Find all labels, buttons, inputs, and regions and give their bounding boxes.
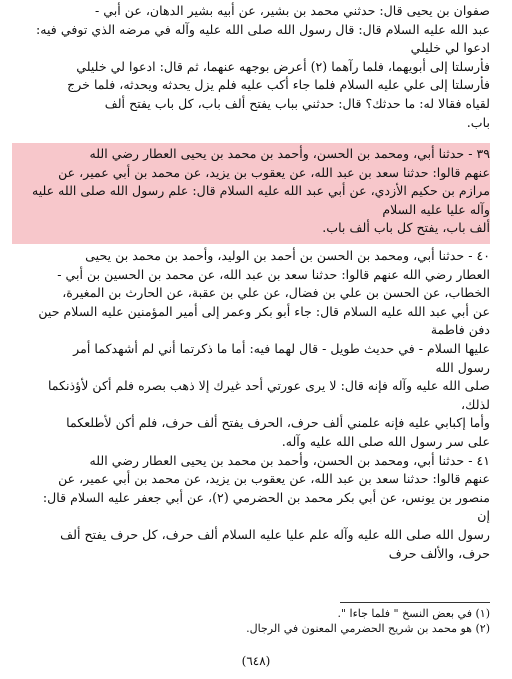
text-line: دفن فاطمة — [430, 322, 490, 338]
text-line: عليها السلام - في حديث طويل - قال لهما فيه: أما ما ذكرتما أني لم أشهدكما أمر — [73, 340, 490, 356]
text-line: لذلك، — [461, 396, 490, 412]
text-line: ادعوا لي خليلي — [410, 40, 490, 56]
highlighted-passage — [12, 145, 490, 238]
text-line: الخطاب، عن الحسن بن علي بن فضال، عن علي بن عقبة، عن الحارث بن المغيرة، — [62, 285, 490, 301]
text-line: رسول الله صلى الله عليه وآله علم عليا عليه السلام ألف حرف، كل حرف يفتح ألف — [60, 526, 490, 542]
page-number: (٦٤٨) — [241, 654, 271, 668]
text-line: منصور بن يونس، عن أبي بكر محمد بن الحضرمي (٢)، عن أبي جعفر عليه السلام قال: — [42, 489, 490, 505]
text-line: حرف، والألف حرف — [388, 545, 490, 561]
footnotes — [12, 606, 490, 636]
text-line: ٤٠ - حدثنا أبي، ومحمد بن الحسن بن أحمد بن الوليد، وأحمد بن محمد بن يحيى — [85, 248, 490, 263]
footnote-2: (٢) هو محمد بن شريح الحضرمي المعنون في الرجال. — [246, 622, 490, 635]
text-line: صلى الله عليه وآله فإنه قال: لا يرى عورتي أحد غيرك إلا ذهب بصره فلم أكن لأؤذنكما — [47, 378, 490, 394]
text-line: فأرسلتا إلى علي عليه السلام فلما جاء أكب عليه فلم يزل يحدثه ويحدثه، فلما خرج — [67, 77, 490, 93]
footnote-divider — [340, 602, 490, 603]
text-line: ألف باب، يفتح كل باب ألف باب. — [322, 220, 490, 236]
text-line: وآله عليا عليه السلام — [382, 201, 490, 217]
text-line: صفوان بن يحيى قال: حدثني محمد بن بشير، عن أبيه بشير الدهان، عن أبي - — [95, 3, 490, 18]
text-line: عن أبي عبد الله عليه السلام قال: جاء أبو بكر وعمر إلى أمير المؤمنين عليه السلام حين — [38, 303, 490, 319]
text-line: مرازم بن حكيم الأزدي، عن أبي عبد الله عليه السلام قال: علم رسول الله صلى الله عليه — [31, 183, 490, 199]
footnote-1: (١) في بعض النسخ " فلما جاءا ". — [337, 607, 490, 620]
text-line: ٤١ - حدثنا أبي، ومحمد بن الحسن، وأحمد بن محمد بن يحيى العطار رضي الله — [89, 452, 490, 468]
text-line: لقياه فقالا له: ما حدثك؟ قال: حدثني بباب يفتح ألف باب، كل باب يفتح ألف — [104, 95, 490, 111]
text-line: العطار رضي الله عنهم قالوا: حدثنا سعد بن عبد الله، عن محمد بن الحسين بن أبي - — [57, 266, 490, 282]
text-line: باب. — [466, 114, 490, 130]
bottom-paragraphs — [12, 247, 490, 563]
text-line: وأما إكبابي عليه فإنه علمني ألف حرف، الحرف يفتح ألف حرف، فلم أكن لأطلعكما — [66, 415, 490, 431]
text-line: عنهم قالوا: حدثنا سعد بن عبد الله، عن يعقوب بن يزيد، عن محمد بن أبي عمير، عن — [58, 471, 490, 487]
top-paragraph — [12, 2, 490, 132]
text-line: عبد الله عليه السلام قال: قال رسول الله صلى الله عليه وآله في مرضه الذي توفي فيه: — [36, 21, 490, 37]
text-line: فأرسلتا إلى أبويهما، فلما رآهما (٢) أعرض بوجهه عنهما، ثم قال: ادعوا لي خليلي — [76, 58, 490, 74]
text-line: عنهم قالوا: حدثنا سعد بن عبد الله، عن يعقوب بن يزيد، عن محمد بن أبي عمير، عن — [58, 164, 490, 180]
text-line: إن — [477, 508, 490, 524]
text-line: ٣٩ - حدثنا أبي، ومحمد بن الحسن، وأحمد بن محمد بن يحيى العطار رضي الله — [89, 146, 490, 161]
text-line: على سر رسول الله صلى الله عليه وآله. — [281, 433, 490, 449]
text-line: رسول الله — [435, 359, 490, 375]
